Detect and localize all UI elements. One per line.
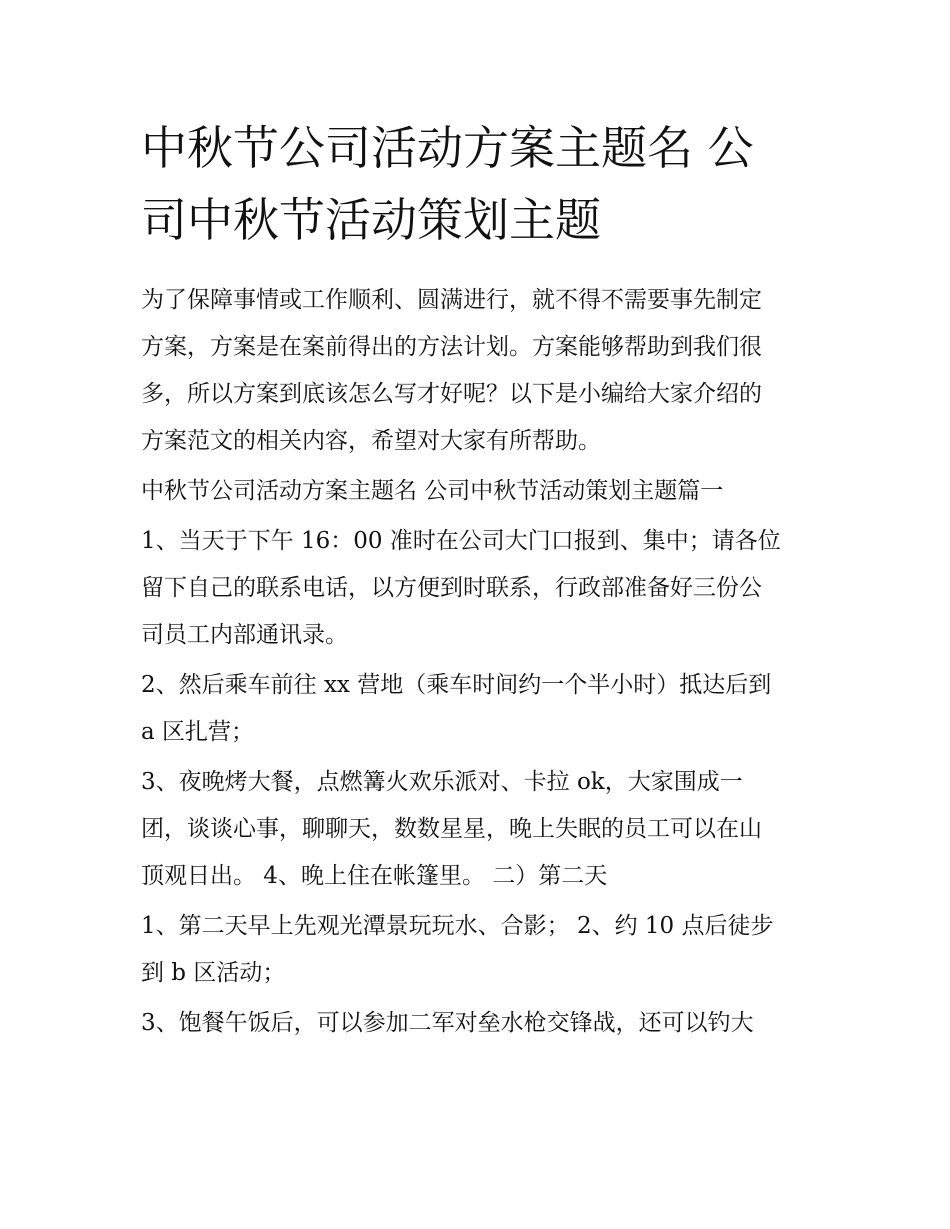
text-line: 为了保障事情或工作顺利、圆满进行，就不得不需要事先制定 [141,287,762,313]
document-body [141,277,821,1047]
document-title [141,112,821,256]
text-line: 1、第二天早上先观光潭景玩玩水、合影； 2、约 10 点后徒步 [141,913,774,939]
text-line: 3、夜晚烤大餐，点燃篝火欢乐派对、卡拉 ok，大家围成一 [141,769,743,795]
list-item [141,759,821,900]
text-line: 司员工内部通讯录。 [141,622,348,648]
text-line: 方案，方案是在案前得出的方法计划。方案能够帮助到我们很 [141,334,762,360]
text-line: 留下自己的联系电话，以方便到时联系，行政部准备好三份公 [141,575,762,601]
list-item [141,662,821,756]
text-line: 团，谈谈心事，聊聊天，数数星星，晚上失眠的员工可以在山 [141,816,762,842]
text-line: 方案范文的相关内容，希望对大家有所帮助。 [141,428,601,454]
text-line: 中秋节公司活动方案主题名 公司中秋节活动策划主题篇一 [141,478,724,504]
text-line: 到 b 区活动； [141,960,286,986]
list-item [141,903,821,997]
title-line: 中秋节公司活动方案主题名 公 [141,121,754,175]
text-line: 2、然后乘车前往 xx 营地（乘车时间约一个半小时）抵达后到 [141,672,772,698]
title-line: 司中秋节活动策划主题 [141,193,601,247]
text-line: 3、饱餐午饭后，可以参加二军对垒水枪交锋战，还可以钓大 [141,1010,754,1036]
text-line: 顶观日出。 4、晚上住在帐篷里。 二）第二天 [141,863,608,889]
section-heading [141,468,821,515]
text-line: a 区扎营； [141,719,255,745]
text-line: 多，所以方案到底该怎么写才好呢？以下是小编给大家介绍的 [141,381,762,407]
text-line: 1、当天于下午 16：00 准时在公司大门口报到、集中；请各位 [141,528,781,554]
list-item [141,518,821,659]
intro-paragraph [141,277,821,465]
list-item [141,1000,821,1047]
